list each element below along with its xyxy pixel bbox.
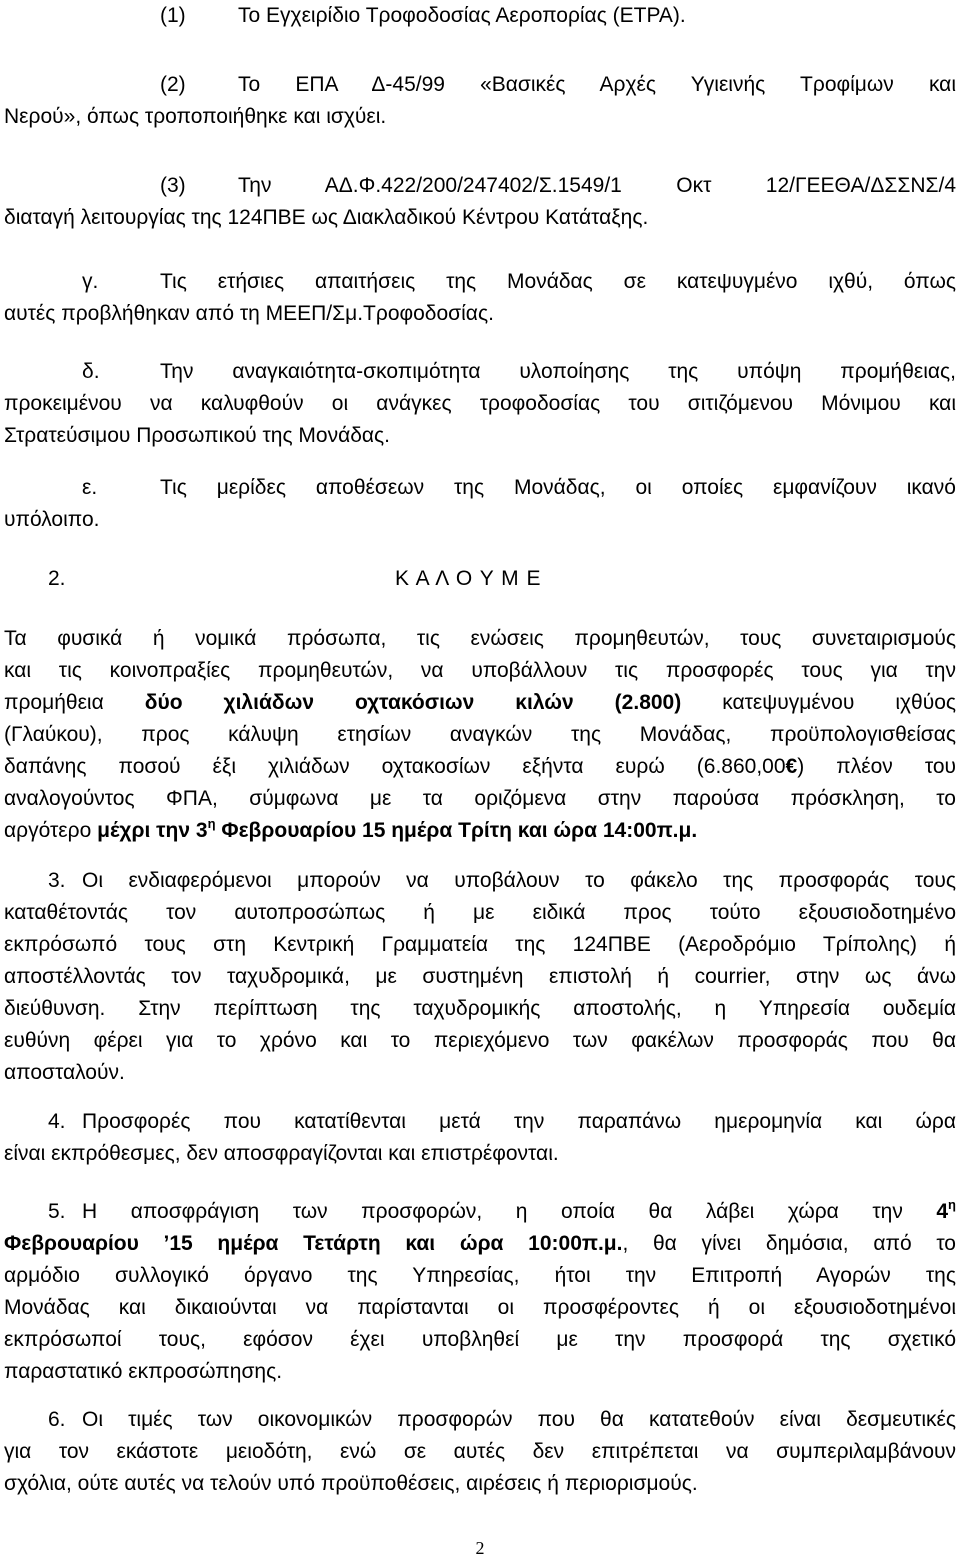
section-number: 2.: [48, 567, 66, 590]
reference-text: Το Εγχειρίδιο Τροφοδοσίας Αεροπορίας (ΕΤΡΑ).: [238, 4, 686, 27]
paragraph-section-5: 5. Η αποσφράγιση των προσφορών, η οποία θα λάβει χώρα την $4^\eta$ Φεβρουαρίου ’15 ημέρα Τετάρτη και ώρα 10:00π.μ., θα γίνει δημόσια, από το αρμόδιο συλλογικό όργανο της Υπηρεσίας, ήτοι την Επιτροπή Αγορών της Μονάδας και δικαιούνται να παρίστανται οι προσφέροντες ή οι εξουσιοδοτημένοι εκπρόσωποί τους, εφόσον έχει υποβληθεί με την προσφορά της σχετικό παραστατικό εκπροσώπησης.: [4, 1197, 956, 1383]
reference-item-2: [4, 69, 956, 133]
paragraph-section-4: 4. Προσφορές που κατατίθενται μετά την παραπάνω ημερομηνία και ώρα είναι εκπρόθεσμες, δεν αποσφραγίζονται και επιστρέφονται.: [4, 1106, 956, 1170]
paragraph-section-6: 6. Οι τιμές των οικονομικών προσφορών που θα κατατεθούν είναι δεσμευτικές για τον εκάστοτε μειοδότη, ενώ σε αυτές δεν επιτρέπεται να συμπεριλαμβάνουν σχόλια, ούτε αυτές να τελούν υπό προϋποθέσεις, αιρέσεις ή περιορισμούς.: [4, 1404, 956, 1500]
section-number: 5.: [48, 1200, 66, 1223]
paragraph-section-2: Τα φυσικά ή νομικά πρόσωπα, τις ενώσεις προμηθευτών, τους συνεταιρισμούς και τις κοινοπραξίες προμηθευτών, να υποβάλλουν τις προσφορές τους για την προμήθεια δύο χιλιάδων οχτακόσιων κιλών (2.800) κατεψυγμένου ιχθύος (Γλαύκου), προς κάλυψη ετησίων αναγκών της Μονάδας, προϋπολογισθείσας δαπάνης ποσού έξι χιλιάδων οχτακοσίων εξήντα ευρώ (6.860,00€) πλέον του αναλογούντος ΦΠΑ, σύμφωνα με τα οριζόμενα στην παρούσα πρόσκληση, το αργότερο μέχρι την $3^\eta$ Φεβρουαρίου 15 ημέρα Τρίτη και ώρα 14:00π.μ.: [4, 627, 956, 842]
reference-number: (3): [160, 174, 186, 197]
reference-number: (2): [160, 73, 186, 96]
paragraph-section-3: 3. Οι ενδιαφερόμενοι μπορούν να υποβάλουν το φάκελο της προσφοράς τους καταθέτοντάς τον αυτοπροσώπως ή με ειδικά προς τούτο εξουσιοδοτημένο εκπρόσωπό τους στη Κεντρική Γραμματεία της 124ΠΒΕ (Αεροδρόμιο Τρίπολης) ή αποστέλλοντάς τον ταχυδρομικά, με συστημένη επιστολή ή courrier, στην ως άνω διεύθυνση. Στην περίπτωση της ταχυδρομικής αποστολής, η Υπηρεσία ουδεμία ευθύνη φέρει για το χρόνο και το περιεχόμενο των φακέλων προσφοράς που θα αποσταλούν.: [4, 865, 956, 1089]
reference-item-3: [4, 170, 956, 234]
section-number: 4.: [48, 1110, 66, 1133]
paragraph-epsilon: ε. Τις μερίδες αποθέσεων της Μονάδας, οι οποίες εμφανίζουν ικανό υπόλοιπο.: [4, 472, 956, 536]
paragraph-letter: δ.: [82, 360, 100, 383]
section-number: 3.: [48, 869, 66, 892]
euro-sign: €: [785, 755, 798, 778]
paragraph-letter: ε.: [82, 476, 98, 499]
page-number: 2: [475, 1538, 485, 1558]
quantity-bold: δύο χιλιάδων οχτακόσιων κιλών (2.800): [144, 691, 682, 714]
reference-line: (2) Το ΕΠΑ Δ-45/99 «Βασικές Αρχές Υγιεινής Τροφίμων και: [4, 69, 956, 101]
reference-line: διαταγή λειτουργίας της 124ΠΒΕ ως Διακλαδικού Κέντρου Κατάταξης.: [4, 206, 649, 229]
reference-number: (1): [160, 4, 186, 27]
opening-date-bold: Φεβρουαρίου ’15 ημέρα Τετάρτη και ώρα 10:00π.μ.: [4, 1232, 623, 1255]
deadline-bold: μέχρι την $3^\eta$ Φεβρουαρίου 15 ημέρα Τρίτη και ώρα 14:00π.μ.: [97, 816, 698, 842]
reference-line: (3) Την ΑΔ.Φ.422/200/247402/Σ.1549/1 Οκτ 12/ΓΕΕΘΑ/ΔΣΣΝΣ/4: [4, 170, 956, 202]
reference-line: Νερού», όπως τροποποιήθηκε και ισχύει.: [4, 105, 387, 128]
reference-item-1: [4, 0, 956, 32]
paragraph-letter: γ.: [82, 270, 99, 293]
section-number: 6.: [48, 1408, 66, 1431]
section-heading: Κ Α Λ Ο Υ Μ Ε: [395, 567, 542, 590]
paragraph-gamma: γ. Τις ετήσιες απαιτήσεις της Μονάδας σε κατεψυγμένο ιχθύ, όπως αυτές προβλήθηκαν από τη ΜΕΕΠ/Σμ.Τροφοδοσίας.: [4, 266, 956, 330]
paragraph-delta: δ. Την αναγκαιότητα-σκοπιμότητα υλοποίησης της υπόψη προμήθειας, προκειμένου να καλυφθούν οι ανάγκες τροφοδοσίας του σιτιζόμενου Μόνιμου και Στρατεύσιμου Προσωπικού της Μονάδας.: [4, 356, 956, 452]
